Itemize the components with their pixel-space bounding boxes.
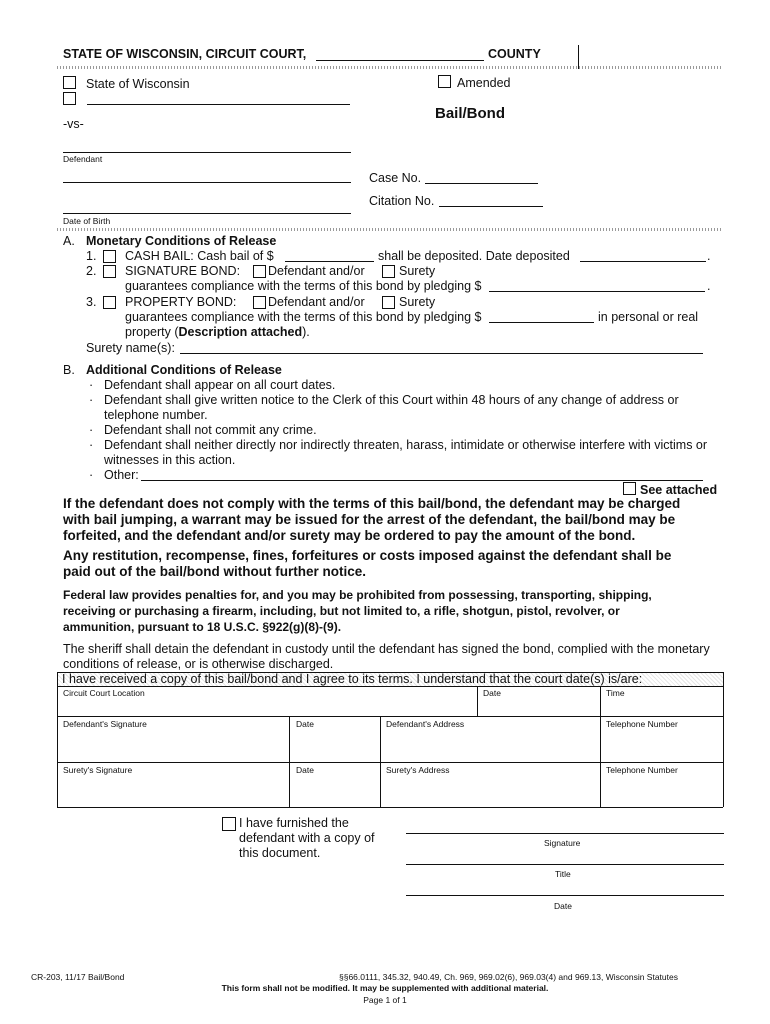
condition-no-crime: Defendant shall not commit any crime. (104, 423, 317, 437)
warning-2-line-2: paid out of the bail/bond without further notice. (63, 564, 366, 579)
section-a-letter: A. (63, 234, 75, 248)
prop-surety-checkbox[interactable] (382, 296, 395, 309)
table-rule (723, 672, 724, 807)
condition-notice: Defendant shall give written notice to the Clerk of this Court within 48 hours of any change of address or (104, 393, 679, 407)
item3-line3-a: property ( (125, 325, 179, 339)
court-label: STATE OF WISCONSIN, CIRCUIT COURT, (63, 47, 307, 61)
case-number-label: Case No. (369, 171, 422, 185)
clerk-title-label: Title (555, 869, 571, 879)
amended-label: Amended (457, 76, 511, 90)
citation-number-label: Citation No. (369, 194, 435, 208)
bullet: · (89, 423, 94, 437)
item3-line3 (125, 325, 310, 340)
condition-no-contact-cont: witnesses in this action. (104, 453, 236, 467)
prop-defendant-checkbox[interactable] (253, 296, 266, 309)
plaintiff-name: State of Wisconsin (86, 77, 190, 91)
cash-bail-amount-field[interactable] (285, 261, 374, 262)
surety-signature-cell[interactable]: Surety's Signature (63, 765, 133, 775)
surety-names-field[interactable] (180, 353, 703, 354)
federal-line-1: Federal law provides penalties for, and you may be prohibited from possessing, transporting, shipping, (63, 588, 652, 602)
table-rule (600, 686, 601, 807)
court-time-cell[interactable]: Time (606, 688, 625, 698)
table-rule (57, 762, 723, 763)
item3-line3-c: ). (302, 325, 310, 339)
plaintiff-other-field[interactable] (87, 104, 350, 105)
sig-defendant-checkbox[interactable] (253, 265, 266, 278)
see-attached-label: See attached (640, 483, 718, 497)
county-label: COUNTY (488, 47, 541, 61)
warning-1-line-2: with bail jumping, a warrant may be issued for the arrest of the defendant, the bail/bond may be (63, 512, 676, 527)
ack-table-heading: I have received a copy of this bail/bond and I agree to its terms. I understand that the court date(s) is/are: (62, 672, 643, 686)
item3-line2-b: in personal or real (598, 310, 699, 324)
dob-label: Date of Birth (63, 216, 111, 226)
section-a-title: Monetary Conditions of Release (86, 234, 277, 248)
property-bond-pledge-field[interactable] (489, 322, 594, 323)
defendant-telephone-cell[interactable]: Telephone Number (606, 719, 678, 729)
item2-label: SIGNATURE BOND: (125, 264, 241, 278)
plaintiff-other-checkbox[interactable] (63, 92, 76, 105)
form-id: CR-203, 11/17 Bail/Bond (31, 972, 125, 982)
signature-bond-pledge-field[interactable] (489, 291, 705, 292)
defendant-sign-date-cell[interactable]: Date (296, 719, 314, 729)
surety-names-label: Surety name(s): (86, 341, 175, 355)
item1-num: 1. (86, 249, 97, 263)
amended-checkbox[interactable] (438, 75, 451, 88)
court-date-cell[interactable]: Date (483, 688, 501, 698)
section-dotted-rule (57, 228, 722, 231)
table-rule (57, 807, 723, 808)
county-field[interactable] (316, 60, 484, 61)
furnished-line-2: defendant with a copy of (239, 831, 375, 845)
page-number: Page 1 of 1 (363, 995, 407, 1005)
property-bond-checkbox[interactable] (103, 296, 116, 309)
table-rule (477, 686, 478, 716)
bullet: · (89, 468, 94, 482)
item2-num: 2. (86, 264, 97, 278)
item1-text-a: CASH BAIL: Cash bail of $ (125, 249, 274, 263)
amended-row (438, 75, 511, 90)
date-deposited-field[interactable] (580, 261, 706, 262)
form-title: Bail/Bond (435, 105, 505, 122)
bullet: · (89, 438, 94, 452)
other-condition-field[interactable] (141, 480, 703, 481)
defendant-address-cell[interactable]: Defendant's Address (386, 719, 465, 729)
defendant-extra-line[interactable] (63, 182, 351, 183)
item2-end: . (707, 279, 711, 293)
plaintiff-row (63, 76, 190, 91)
warning-2-line-1: Any restitution, recompense, fines, forfeitures or costs imposed against the defendant shall be (63, 548, 672, 563)
item3-label: PROPERTY BOND: (125, 295, 237, 309)
prop-surety-label: Surety (399, 295, 436, 309)
surety-telephone-cell[interactable]: Telephone Number (606, 765, 678, 775)
defendant-label: Defendant (63, 154, 103, 164)
condition-appear: Defendant shall appear on all court dates. (104, 378, 336, 392)
item2-line2: guarantees compliance with the terms of this bond by pledging $ (125, 279, 482, 293)
header-dotted-rule (57, 66, 722, 69)
condition-notice-cont: telephone number. (104, 408, 208, 422)
warning-1-line-1: If the defendant does not comply with the terms of this bail/bond, the defendant may be charged (63, 496, 681, 511)
clerk-title-field[interactable] (406, 864, 724, 865)
sig-defendant-andor: Defendant and/or (268, 264, 365, 278)
versus-label: -vs- (63, 117, 84, 131)
table-rule (380, 716, 381, 807)
item1-text-b: shall be deposited. Date deposited (378, 249, 570, 263)
warning-1-line-3: forfeited, and the defendant and/or surety may be ordered to pay the amount of the bond. (63, 528, 636, 543)
sheriff-line-2: conditions of release, or is otherwise discharged. (63, 657, 334, 671)
bullet: · (89, 393, 94, 407)
clerk-date-field[interactable] (406, 895, 724, 896)
item1-end: . (707, 249, 711, 263)
defendant-signature-cell[interactable]: Defendant's Signature (63, 719, 147, 729)
statutes: §§66.0111, 345.32, 940.49, Ch. 969, 969.02(6), 969.03(4) and 969.13, Wisconsin Statutes (339, 972, 678, 982)
table-rule (289, 716, 290, 807)
plaintiff-other-row (63, 92, 82, 107)
bullet: · (89, 378, 94, 392)
plaintiff-state-checkbox[interactable] (63, 76, 76, 89)
sig-surety-checkbox[interactable] (382, 265, 395, 278)
condition-other-label: Other: (104, 468, 139, 482)
table-rule (57, 716, 723, 717)
table-rule (57, 686, 723, 687)
defendant-field[interactable] (63, 152, 351, 153)
section-b-title: Additional Conditions of Release (86, 363, 282, 377)
cash-bail-checkbox[interactable] (103, 250, 116, 263)
item3-line2-a: guarantees compliance with the terms of this bond by pledging $ (125, 310, 482, 324)
furnished-line-1: I have furnished the (239, 816, 349, 830)
clerk-signature-label: Signature (544, 838, 581, 848)
signature-bond-checkbox[interactable] (103, 265, 116, 278)
federal-line-3: ammunition, pursuant to 18 U.S.C. §922(g)(8)-(9). (63, 620, 342, 634)
sig-surety-label: Surety (399, 264, 436, 278)
condition-no-contact: Defendant shall neither directly nor indirectly threaten, harass, intimidate or otherwise interfere with victims or (104, 438, 708, 452)
description-attached: Description attached (178, 325, 303, 339)
surety-address-cell[interactable]: Surety's Address (386, 765, 450, 775)
surety-sign-date-cell[interactable]: Date (296, 765, 314, 775)
sheriff-line-1: The sheriff shall detain the defendant in custody until the defendant has signed the bond, complied with the monetary (63, 642, 710, 656)
clerk-signature-field[interactable] (406, 833, 724, 834)
case-number-field[interactable] (425, 183, 538, 184)
circuit-court-location-cell[interactable]: Circuit Court Location (63, 688, 145, 698)
clerk-date-label: Date (554, 901, 572, 911)
citation-number-field[interactable] (439, 206, 543, 207)
prop-defendant-andor: Defendant and/or (268, 295, 365, 309)
federal-line-2: receiving or purchasing a firearm, including, but not limited to, a rifle, shotgun, pistol, revolver, or (63, 604, 620, 618)
furnished-copy-checkbox[interactable] (222, 817, 236, 831)
item3-num: 3. (86, 295, 97, 309)
table-rule (57, 672, 723, 673)
dob-field[interactable] (63, 213, 351, 214)
see-attached-checkbox[interactable] (623, 482, 636, 495)
section-b-letter: B. (63, 363, 75, 377)
modification-notice: This form shall not be modified. It may be supplemented with additional material. (221, 983, 549, 993)
table-rule (57, 672, 58, 807)
furnished-line-3: this document. (239, 846, 321, 860)
